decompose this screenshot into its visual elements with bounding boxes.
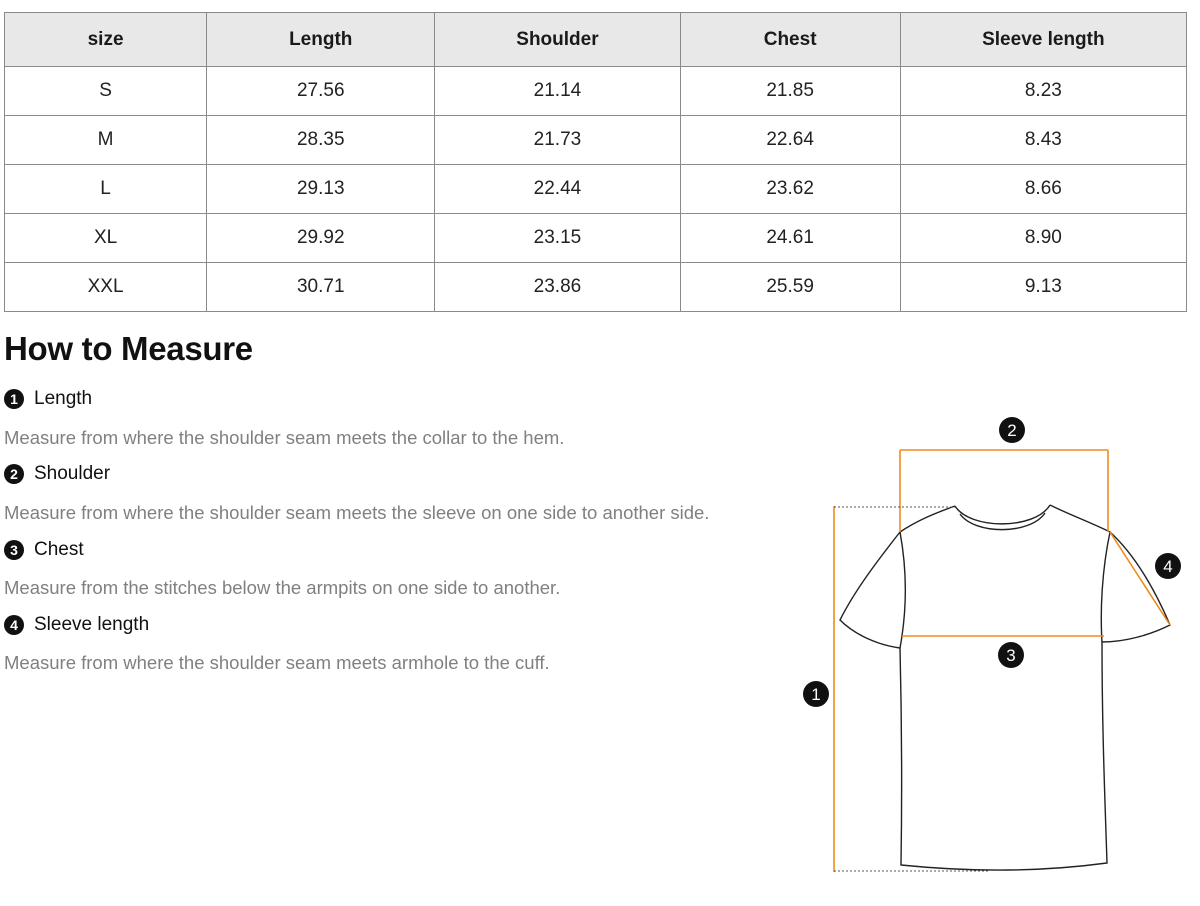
header-sleeve-length: Sleeve length <box>900 13 1186 67</box>
cell-length: 28.35 <box>207 116 435 165</box>
cell-sleeve-length: 8.66 <box>900 165 1186 214</box>
marker-one <box>803 681 829 707</box>
cell-shoulder: 23.15 <box>435 214 680 263</box>
how-to-measure-heading: How to Measure <box>4 330 253 367</box>
table-header-row <box>5 13 1187 67</box>
number-three-icon: 3 <box>4 540 24 560</box>
step-label: Sleeve length <box>34 614 150 635</box>
cell-length: 29.13 <box>207 165 435 214</box>
svg-text:4: 4 <box>1163 557 1173 576</box>
cell-length: 27.56 <box>207 67 435 116</box>
cell-sleeve-length: 8.43 <box>900 116 1186 165</box>
cell-sleeve-length: 8.90 <box>900 214 1186 263</box>
header-size: size <box>5 13 207 67</box>
cell-chest: 24.61 <box>680 214 900 263</box>
svg-text:2: 2 <box>1007 421 1017 440</box>
number-two-icon: 2 <box>4 464 24 484</box>
header-chest: Chest <box>680 13 900 67</box>
guide-lines <box>834 507 990 871</box>
cell-size: M <box>5 116 207 165</box>
cell-shoulder: 23.86 <box>435 263 680 312</box>
cell-shoulder: 22.44 <box>435 165 680 214</box>
table-row <box>5 263 1187 312</box>
step-sleeve-length-description: Measure from where the shoulder seam meets armhole to the cuff. <box>4 652 550 673</box>
number-four-icon: 4 <box>4 615 24 635</box>
number-one-icon: 1 <box>4 389 24 409</box>
step-chest-description: Measure from the stitches below the armpits on one side to another. <box>4 577 561 598</box>
step-sleeve-length-heading <box>4 614 149 636</box>
svg-text:1: 1 <box>811 685 821 704</box>
cell-shoulder: 21.14 <box>435 67 680 116</box>
marker-four <box>1155 553 1181 579</box>
table-row <box>5 116 1187 165</box>
table-row <box>5 165 1187 214</box>
cell-size: S <box>5 67 207 116</box>
table-row <box>5 214 1187 263</box>
cell-sleeve-length: 8.23 <box>900 67 1186 116</box>
header-length: Length <box>207 13 435 67</box>
tshirt-outline <box>840 505 1173 870</box>
step-chest-heading <box>4 539 84 561</box>
step-length-description: Measure from where the shoulder seam meets the collar to the hem. <box>4 427 565 448</box>
table-row <box>5 67 1187 116</box>
cell-length: 30.71 <box>207 263 435 312</box>
marker-two <box>999 417 1025 443</box>
step-shoulder-description: Measure from where the shoulder seam meets the sleeve on one side to another side. <box>4 502 710 523</box>
cell-size: L <box>5 165 207 214</box>
header-shoulder: Shoulder <box>435 13 680 67</box>
cell-shoulder: 21.73 <box>435 116 680 165</box>
cell-chest: 25.59 <box>680 263 900 312</box>
svg-text:3: 3 <box>1006 646 1016 665</box>
step-length-heading <box>4 388 92 410</box>
cell-chest: 21.85 <box>680 67 900 116</box>
cell-chest: 23.62 <box>680 165 900 214</box>
step-label: Length <box>34 388 93 409</box>
tshirt-measurement-diagram <box>790 410 1190 885</box>
step-label: Chest <box>34 539 84 560</box>
step-label: Shoulder <box>34 463 111 484</box>
sleeve-measure-line <box>1110 532 1173 625</box>
size-chart-table <box>4 12 1187 312</box>
cell-size: XXL <box>5 263 207 312</box>
step-shoulder-heading <box>4 463 110 485</box>
cell-length: 29.92 <box>207 214 435 263</box>
cell-chest: 22.64 <box>680 116 900 165</box>
marker-three <box>998 642 1024 668</box>
cell-sleeve-length: 9.13 <box>900 263 1186 312</box>
cell-size: XL <box>5 214 207 263</box>
